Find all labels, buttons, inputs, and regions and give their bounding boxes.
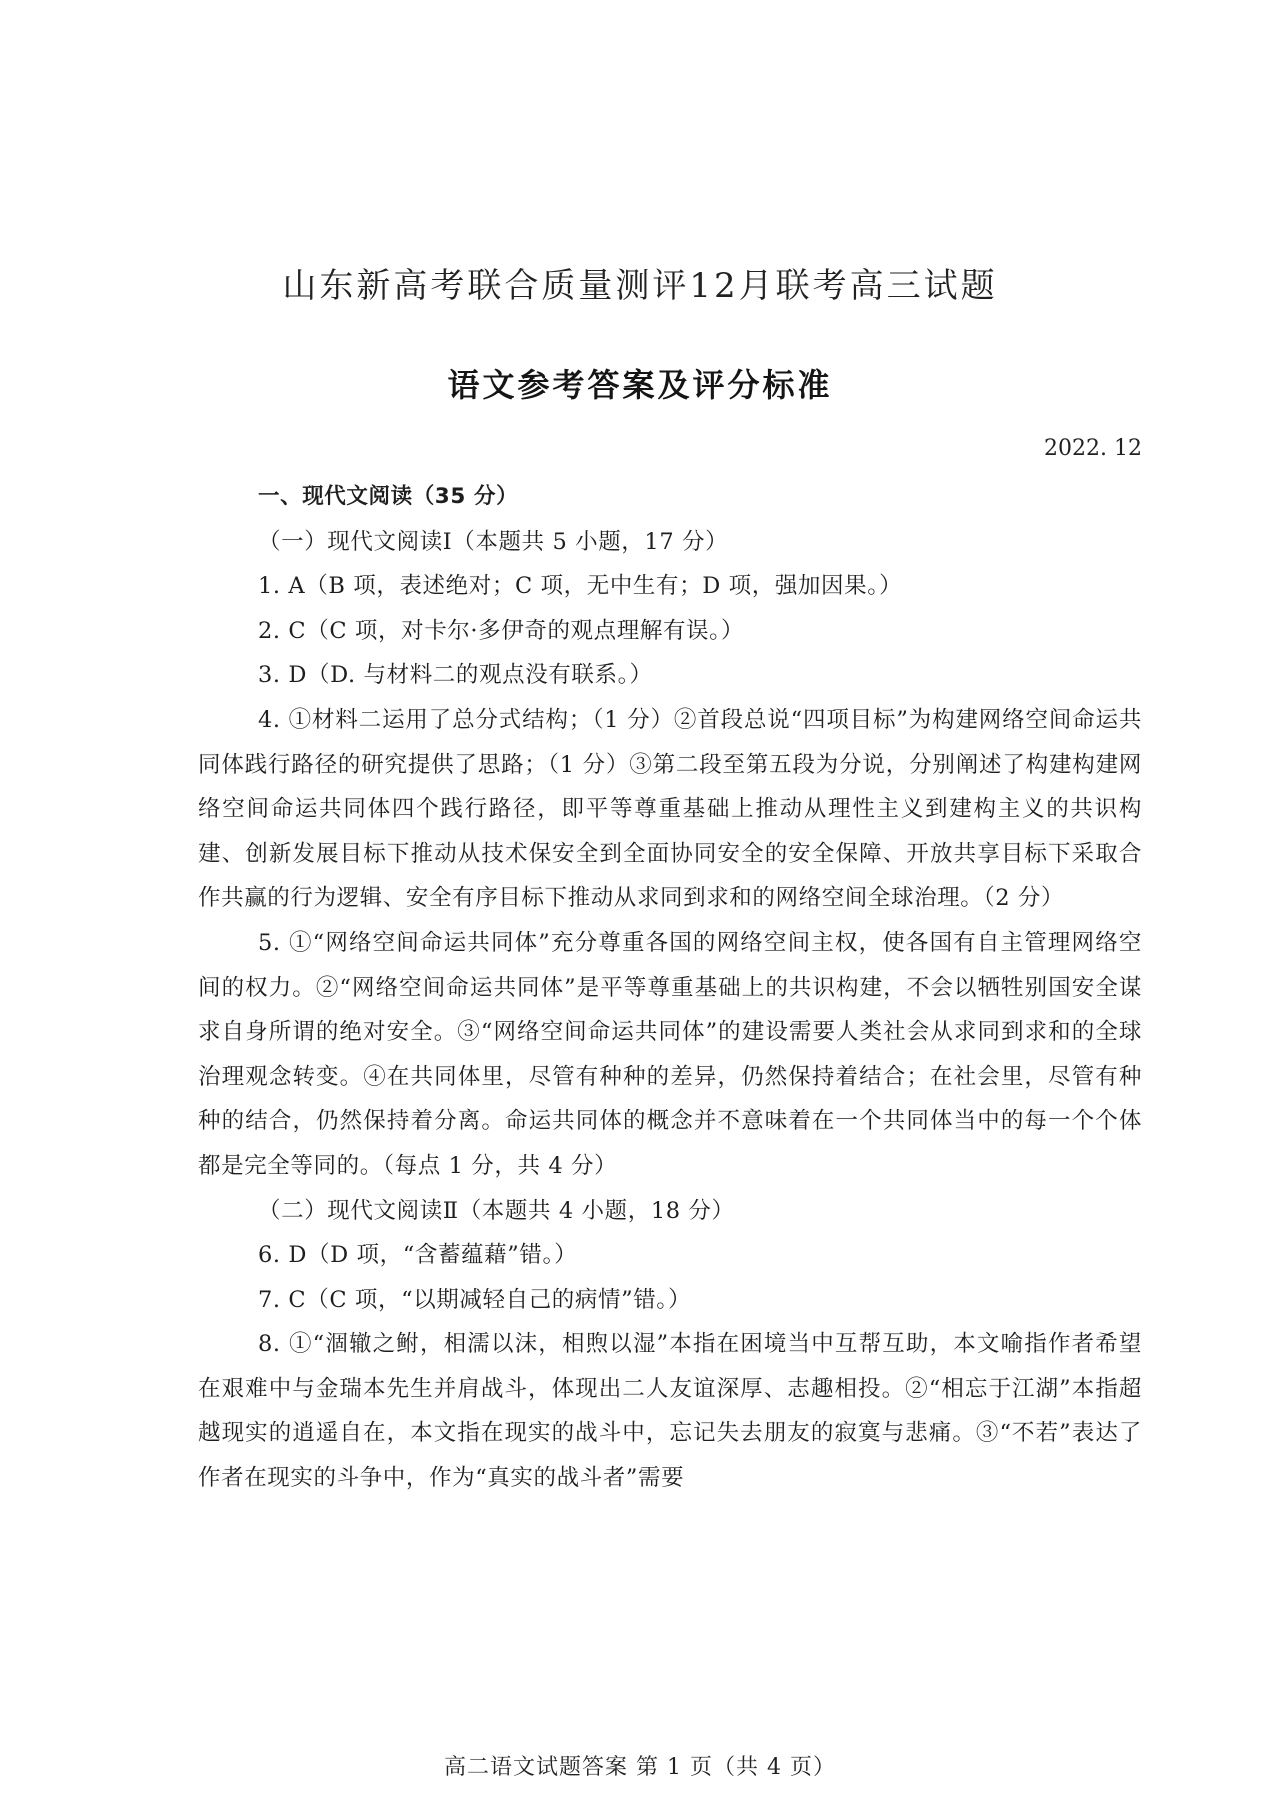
answer-q2: 2. C（C 项，对卡尔·多伊奇的观点理解有误。） — [258, 617, 745, 644]
section-heading: 一、现代文阅读（35 分） — [258, 484, 519, 509]
answer-q7: 7. C（C 项，“以期减轻自己的病情”错。） — [258, 1286, 692, 1313]
document-subtitle: 语文参考答案及评分标准 — [447, 366, 833, 404]
answer-q8: 8. ①“涸辙之鲋，相濡以沫，相煦以湿”本指在困境当中互帮互助，本文喻指作者希望在艰难中与金瑞本先生并肩战斗，体现出二人友谊深厚、志趣相投。②“相忘于江湖”本指超越现实的逍遥自在，本文指在现实的战斗中，忘记失去朋友的寂寞与悲痛。③“不若”表达了作者在现实的斗争中，作为“真实的战斗者”需要 — [198, 1331, 1142, 1492]
answer-q3: 3. D（D. 与材料二的观点没有联系。） — [258, 662, 653, 689]
answer-q6: 6. D（D 项，“含蓄蕴藉”错。） — [258, 1242, 578, 1269]
answer-q4: 4. ①材料二运用了总分式结构；（1 分）②首段总说“四项目标”为构建网络空间命运共同体践行路径的研究提供了思路；（1 分）③第二段至第五段为分说，分别阐述了构建构建网络空间命运共同体四个践行路径，即平等尊重基础上推动从理性主义到建构主义的共识构建、创新发展目标下推动从技术保安全到全面协同安全的安全保障、开放共享目标下采取合作共赢的行为逻辑、安全有序目标下推动从求同到求和的网络空间全球治理。（2 分） — [198, 706, 1142, 912]
answer-content — [198, 475, 1142, 1501]
part-heading-2: （二）现代文阅读Ⅱ（本题共 4 小题，18 分） — [258, 1197, 735, 1224]
document-date: 2022. 12 — [1044, 436, 1142, 461]
page-footer: 高二语文试题答案 第 1 页（共 4 页） — [444, 1755, 836, 1780]
part-heading-1: （一）现代文阅读Ⅰ（本题共 5 小题，17 分） — [258, 528, 729, 555]
document-title: 山东新高考联合质量测评12月联考高三试题 — [282, 266, 998, 306]
answer-q1: 1. A（B 项，表述绝对；C 项，无中生有；D 项，强加因果。） — [258, 573, 903, 600]
answer-q5: 5. ①“网络空间命运共同体”充分尊重各国的网络空间主权，使各国有自主管理网络空间的权力。②“网络空间命运共同体”是平等尊重基础上的共识构建，不会以牺牲别国安全谋求自身所谓的绝对安全。③“网络空间命运共同体”的建设需要人类社会从求同到求和的全球治理观念转变。④在共同体里，尽管有种种的差异，仍然保持着结合；在社会里，尽管有种种的结合，仍然保持着分离。命运共同体的概念并不意味着在一个共同体当中的每一个个体都是完全等同的。（每点 1 分，共 4 分） — [198, 929, 1142, 1179]
